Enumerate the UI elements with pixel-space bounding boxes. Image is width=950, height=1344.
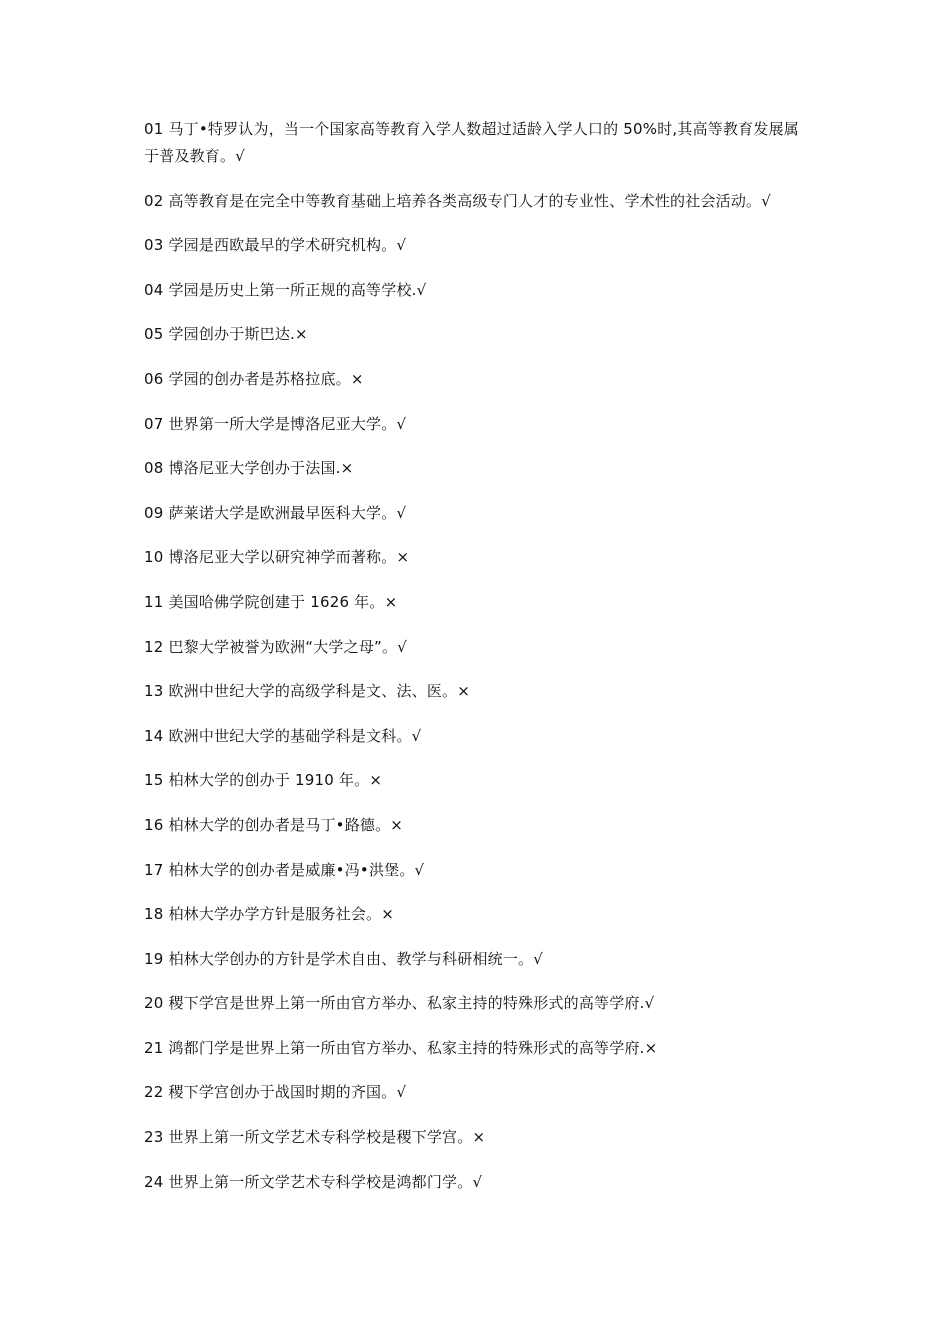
list-item: 11 美国哈佛学院创建于 1626 年。×	[144, 592, 398, 611]
list-item: 07 世界第一所大学是博洛尼亚大学。√	[144, 414, 407, 433]
list-item: 24 世界上第一所文学艺术专科学校是鸿都门学。√	[144, 1172, 483, 1191]
list-item: 03 学园是西欧最早的学术研究机构。√	[144, 236, 407, 255]
list-item: 15 柏林大学的创办于 1910 年。×	[144, 771, 383, 790]
list-item: 10 博洛尼亚大学以研究神学而著称。×	[144, 548, 410, 567]
list-item: 12 巴黎大学被誉为欧洲“大学之母”。√	[144, 637, 407, 656]
list-item: 09 萨莱诺大学是欧洲最早医科大学。√	[144, 503, 407, 522]
list-item: 13 欧洲中世纪大学的高级学科是文、法、医。×	[144, 682, 471, 701]
list-item: 22 稷下学宫创办于战国时期的齐国。√	[144, 1083, 407, 1102]
question-list	[144, 116, 814, 1213]
list-item: 23 世界上第一所文学艺术专科学校是稷下学宫。×	[144, 1128, 486, 1147]
list-item: 17 柏林大学的创办者是威廉•冯•洪堡。√	[144, 860, 425, 879]
list-item: 04 学园是历史上第一所正规的高等学校.√	[144, 280, 427, 299]
list-item: 20 稷下学宫是世界上第一所由官方举办、私家主持的特殊形式的高等学府.√	[144, 994, 655, 1013]
list-item: 06 学园的创办者是苏格拉底。×	[144, 369, 364, 388]
list-item: 05 学园创办于斯巴达.×	[144, 325, 308, 344]
list-item: 16 柏林大学的创办者是马丁•路德。×	[144, 815, 404, 834]
list-item: 21 鸿都门学是世界上第一所由官方举办、私家主持的特殊形式的高等学府.×	[144, 1038, 658, 1057]
list-item: 14 欧洲中世纪大学的基础学科是文科。√	[144, 726, 422, 745]
list-item: 02 高等教育是在完全中等教育基础上培养各类高级专门人才的专业性、学术性的社会活动。√	[144, 191, 772, 210]
list-item: 08 博洛尼亚大学创办于法国.×	[144, 459, 354, 478]
list-item: 19 柏林大学创办的方针是学术自由、教学与科研相统一。√	[144, 949, 544, 968]
list-item: 18 柏林大学办学方针是服务社会。×	[144, 905, 395, 924]
list-item: 01 马丁•特罗认为，当一个国家高等教育入学人数超过适龄入学人口的 50%时,其高等教育发展属于普及教育。√	[144, 120, 799, 165]
